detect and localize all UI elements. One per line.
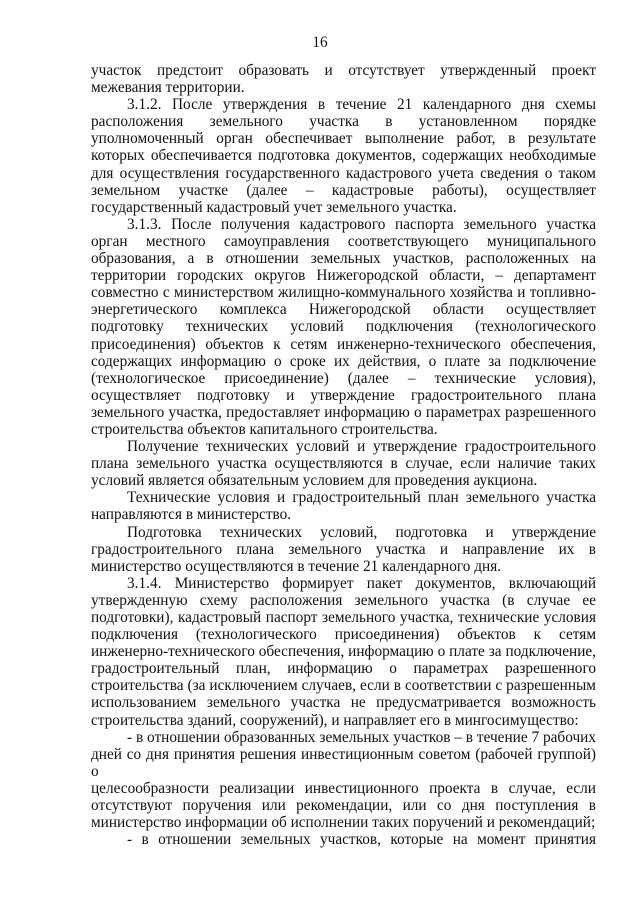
text-line: министерство осуществляются в течение 21 календарного дня. bbox=[91, 557, 502, 575]
text-line: 3.1.3. После получения кадастрового паспорта земельного участка bbox=[127, 215, 596, 233]
text-line: Подготовка технических условий, подготовка и утверждение bbox=[127, 523, 596, 541]
paragraph bbox=[91, 524, 596, 575]
text-line: - в отношении земельных участков, которые на момент принятия bbox=[127, 831, 596, 849]
text-line: строительства (за исключением случаев, если в соответствии с разрешенным bbox=[91, 677, 596, 695]
text-line: осуществляет подготовку и утверждение градостроительного плана bbox=[91, 386, 596, 404]
paragraph bbox=[91, 729, 596, 832]
text-line: подготовки), кадастровый паспорт земельного участка, технические условия bbox=[91, 609, 596, 626]
text-line: отсутствуют поручения или рекомендации, или со дня поступления в bbox=[91, 797, 596, 815]
text-line: 3.1.2. После утверждения в течение 21 календарного дня схемы bbox=[127, 96, 596, 114]
text-line: Получение технических условий и утверждение градостроительного bbox=[127, 438, 596, 456]
text-line: которых обеспечивается подготовка документов, содержащих необходимые bbox=[91, 147, 596, 165]
text-line: строительства зданий, сооружений), и направляет его в мингосимущество: bbox=[91, 711, 579, 729]
text-line: инженерно-технического обеспечения, информацию о плате за подключение, bbox=[91, 643, 596, 661]
text-line: использованием земельного участка не предусматривается возможность bbox=[91, 694, 596, 712]
text-line: орган местного самоуправления соответствующего муниципального bbox=[91, 232, 596, 250]
paragraph bbox=[91, 96, 596, 216]
text-line: подготовку технических условий подключения (технологического bbox=[91, 318, 596, 336]
text-line: подключения (технологического присоединения) объектов к сетям bbox=[91, 626, 596, 644]
paragraph bbox=[91, 62, 596, 96]
text-line: государственный кадастровый учет земельного участка. bbox=[91, 198, 457, 216]
text-line: Технические условия и градостроительный план земельного участка bbox=[127, 489, 596, 507]
paragraph bbox=[91, 831, 596, 848]
paragraph bbox=[91, 575, 596, 729]
text-line: содержащих информацию о сроке их действия, о плате за подключение bbox=[91, 352, 596, 370]
text-line: образования, а в отношении земельных участков, расположенных на bbox=[91, 250, 596, 268]
text-line: межевания территории. bbox=[91, 79, 245, 97]
text-line: расположения земельного участка в установленном порядке bbox=[91, 113, 596, 131]
text-line: условий является обязательным условием для проведения аукциона. bbox=[91, 472, 538, 490]
text-line: градостроительный план, информацию о параметрах разрешенного bbox=[91, 660, 596, 678]
text-line: министерство информации об исполнении таких поручений и рекомендаций; bbox=[91, 814, 596, 832]
text-line: земельном участке (далее – кадастровые работы), осуществляет bbox=[91, 181, 596, 199]
text-line: дней со дня принятия решения инвестиционным советом (рабочей группой) о bbox=[91, 745, 596, 780]
text-line: утвержденную схему расположения земельного участка (в случае ее bbox=[91, 591, 596, 609]
text-line: уполномоченный орган обеспечивает выполнение работ, в результате bbox=[91, 130, 596, 148]
text-line: земельного участка, предоставляет информацию о параметрах разрешенного bbox=[91, 403, 596, 421]
paragraph bbox=[91, 438, 596, 489]
text-line: 3.1.4. Министерство формирует пакет документов, включающий bbox=[127, 574, 596, 592]
text-line: строительства объектов капитального строительства. bbox=[91, 420, 438, 438]
paragraph bbox=[91, 216, 596, 438]
text-line: территории городских округов Нижегородской области, – департамент bbox=[91, 267, 596, 285]
paragraph bbox=[91, 489, 596, 523]
text-line: участок предстоит образовать и отсутствует утвержденный проект bbox=[91, 62, 596, 79]
page-number: 16 bbox=[312, 34, 328, 51]
text-line: (технологическое присоединение) (далее – технические условия), bbox=[91, 369, 596, 387]
text-line: для осуществления государственного кадастрового учета сведения о таком bbox=[91, 164, 596, 182]
text-line: - в отношении образованных земельных участков – в течение 7 рабочих bbox=[127, 728, 596, 746]
document-body bbox=[91, 62, 596, 848]
text-line: энергетического комплекса Нижегородской области осуществляет bbox=[91, 301, 596, 319]
text-line: присоединения) объектов к сетям инженерно-технического обеспечения, bbox=[91, 335, 596, 353]
text-line: направляются в министерство. bbox=[91, 506, 292, 524]
text-line: совместно с министерством жилищно-коммунального хозяйства и топливно- bbox=[91, 284, 596, 302]
text-line: градостроительного плана земельного участка и направление их в bbox=[91, 540, 596, 558]
text-line: плана земельного участка осуществляются в случае, если наличие таких bbox=[91, 455, 596, 473]
text-line: целесообразности реализации инвестиционного проекта в случае, если bbox=[91, 779, 596, 797]
